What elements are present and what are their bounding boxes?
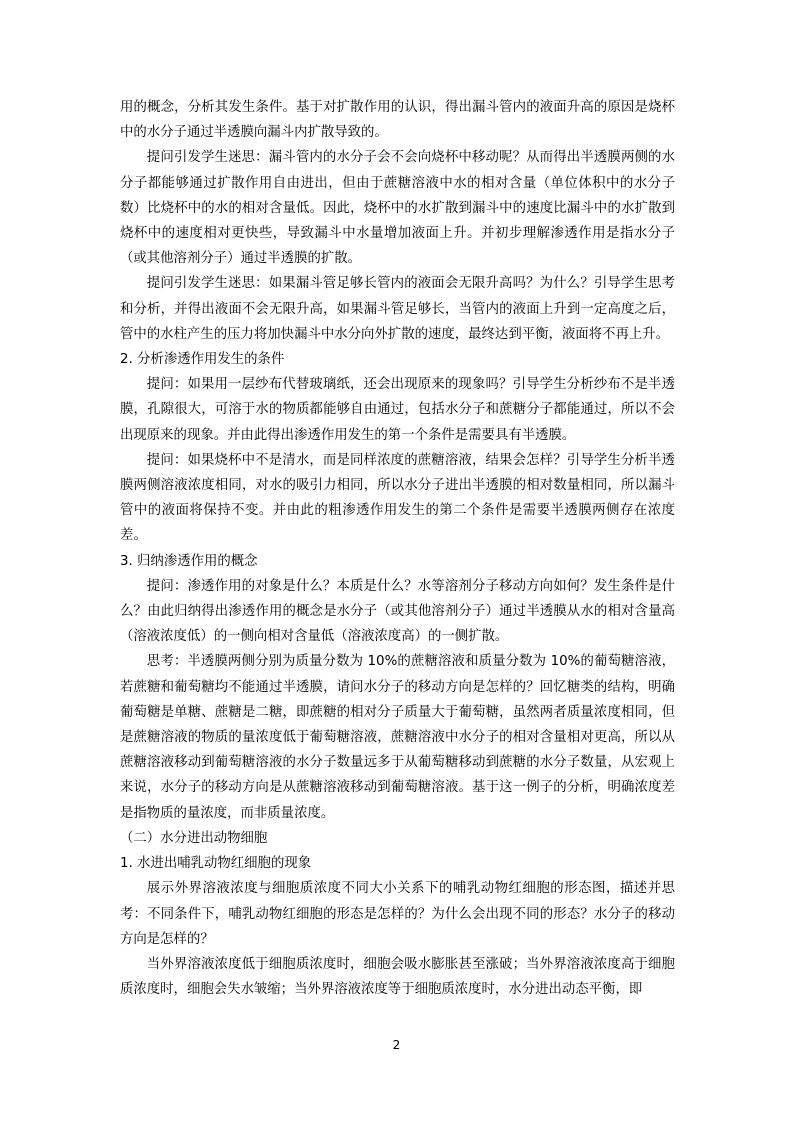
paragraph-continued: 用的概念，分析其发生条件。基于对扩散作用的认识，得出漏斗管内的液面升高的原因是烧杯中的水分子通过半透膜向漏斗内扩散导致的。 [120, 100, 675, 141]
document-body [120, 95, 675, 1002]
paragraph: 展示外界溶液浓度与细胞质浓度不同大小关系下的哺乳动物红细胞的形态图，描述并思考：不同条件下，哺乳动物红细胞的形态是怎样的？为什么会出现不同的形态？水分子的移动方向是怎样的？ [120, 881, 675, 947]
paragraph: 当外界溶液浓度低于细胞质浓度时，细胞会吸水膨胀甚至涨破；当外界溶液浓度高于细胞质浓度时，细胞会失水皱缩；当外界溶液浓度等于细胞质浓度时，水分进出动态平衡，即 [120, 956, 675, 998]
section-heading: 1. 水进出哺乳动物红细胞的现象 [120, 856, 312, 872]
paragraph: 提问引发学生迷思：漏斗管内的水分子会不会向烧杯中移动呢？从而得出半透膜两侧的水分子都能够通过扩散作用自由进出，但由于蔗糖溶液中水的相对含量（单位体积中的水分子数）比烧杯中的水的相对含量低。因此，烧杯中的水扩散到漏斗中的速度比漏斗中的水扩散到烧杯中的速度相对更快些，导致漏斗中水量增加液面上升。并初步理解渗透作用是指水分子（或其他溶剂分子）通过半透膜的扩散。 [120, 150, 675, 267]
paragraph: 提问：如果用一层纱布代替玻璃纸，还会出现原来的现象吗？引导学生分析纱布不是半透膜，孔隙很大，可溶于水的物质都能够自由通过，包括水分子和蔗糖分子都能通过，所以不会出现原来的现象。并由此得出渗透作用发生的第一个条件是需要具有半透膜。 [120, 377, 675, 443]
page-number: 2 [392, 1038, 401, 1052]
subsection-heading: （二）水分进出动物细胞 [120, 830, 268, 846]
section-heading: 3. 归纳渗透作用的概念 [120, 553, 258, 569]
paragraph: 思考：半透膜两侧分别为质量分数为 10%的蔗糖溶液和质量分数为 10%的葡萄糖溶液，若蔗糖和葡萄糖均不能通过半透膜，请问水分子的移动方向是怎样的？回忆糖类的结构，明确葡萄糖是单糖、蔗糖是二糖，即蔗糖的相对分子质量大于葡萄糖，虽然两者质量浓度相同，但是蔗糖溶液的物质的量浓度低于葡萄糖溶液，蔗糖溶液中水分子的相对含量相对更高，所以从蔗糖溶液移动到葡萄糖溶液的水分子数量远多于从葡萄糖移动到蔗糖的水分子数量，从宏观上来说，水分子的移动方向是从蔗糖溶液移动到葡萄糖溶液。基于这一例子的分析，明确浓度差是指物质的量浓度，而非质量浓度。 [120, 654, 675, 821]
paragraph: 提问：渗透作用的对象是什么？本质是什么？水等溶剂分子移动方向如何？发生条件是什么？由此归纳得出渗透作用的概念是水分子（或其他溶剂分子）通过半透膜从水的相对含量高（溶液浓度低）的一侧向相对含量低（溶液浓度高）的一侧扩散。 [120, 578, 675, 645]
paragraph: 提问：如果烧杯中不是清水，而是同样浓度的蔗糖溶液，结果会怎样？引导学生分析半透膜两侧溶液浓度相同，对水的吸引力相同，所以水分子进出半透膜的相对数量相同，所以漏斗管中的液面将保持不变。并由此的粗渗透作用发生的第二个条件是需要半透膜两侧存在浓度差。 [120, 452, 675, 544]
paragraph: 提问引发学生迷思：如果漏斗管足够长管内的液面会无限升高吗？为什么？引导学生思考和分析，并得出液面不会无限升高，如果漏斗管足够长，当管内的液面上升到一定高度之后，管中的水柱产生的压力将加快漏斗中水分向外扩散的速度，最终达到平衡，液面将不再上升。 [120, 276, 675, 342]
section-heading: 2. 分析渗透作用发生的条件 [120, 352, 285, 368]
